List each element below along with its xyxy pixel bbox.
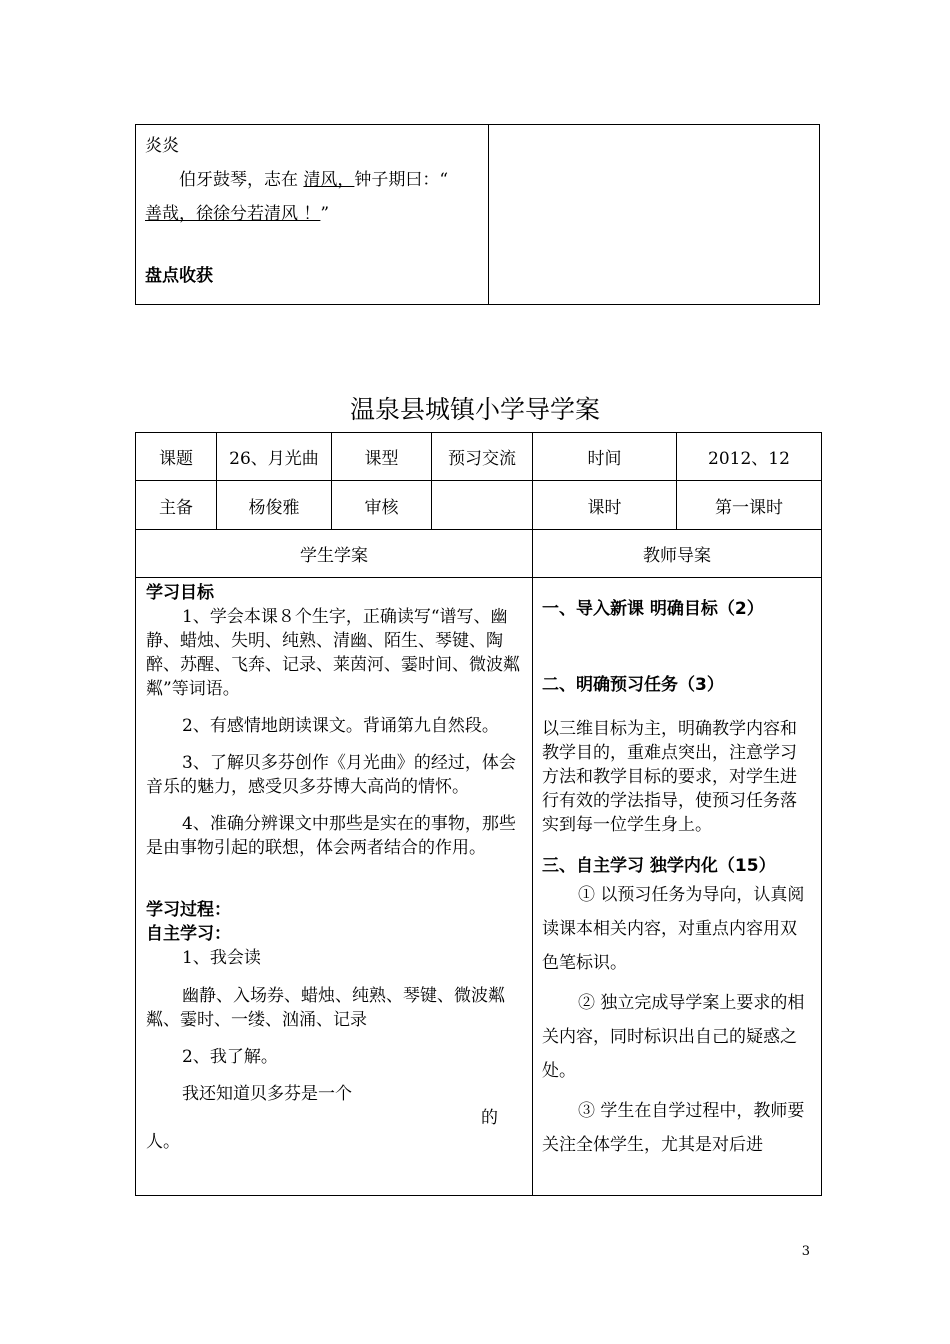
process-heading: 学习过程： — [146, 900, 231, 920]
teacher-point-2: ② 独立完成导学案上要求的相关内容，同时标识出自己的疑惑之处。 — [542, 993, 805, 1081]
student-column-header: 学生学案 — [136, 530, 533, 578]
top-box-text — [145, 129, 485, 293]
teacher-step-2: 二、明确预习任务（3） — [542, 675, 724, 695]
value-type: 预习交流 — [432, 433, 533, 481]
teacher-point-3: ③ 学生在自学过程中，教师要关注全体学生，尤其是对后进 — [542, 1101, 805, 1155]
item-read: 1、我会读 — [182, 948, 261, 968]
goals-heading: 学习目标 — [146, 583, 214, 603]
teacher-step-2-text: 以三维目标为主，明确教学内容和教学目的，重难点突出，注意学习方法和教学目标的要求，对学生进行有效的学法指导，使预习任务落实到每一位学生身上。 — [542, 719, 797, 835]
page-number: 3 — [801, 1244, 810, 1259]
header-row-1 — [136, 433, 822, 481]
top-line1: 炎炎 — [145, 136, 179, 156]
lesson-table — [135, 432, 822, 1196]
teacher-plan-cell — [533, 578, 822, 1196]
fill-end: 人。 — [146, 1132, 180, 1152]
label-topic: 课题 — [136, 433, 217, 481]
teacher-point-1: ① 以预习任务为导向，认真阅读课本相关内容，对重点内容用双色笔标识。 — [542, 885, 805, 973]
teacher-step-3: 三、自主学习 独学内化（15） — [542, 856, 776, 876]
teacher-column-header: 教师导案 — [533, 530, 822, 578]
page-title: 温泉县城镇小学导学案 — [349, 395, 600, 424]
fill-de: 的 — [481, 1108, 498, 1128]
value-time: 2012、12 — [677, 433, 822, 481]
label-preparer: 主备 — [136, 481, 217, 530]
value-topic: 26、月光曲 — [217, 433, 332, 481]
self-study-heading: 自主学习： — [146, 924, 231, 944]
column-header-row — [136, 530, 822, 578]
label-time: 时间 — [533, 433, 677, 481]
top-box-divider — [488, 125, 489, 305]
goal-4: 4、准确分辨课文中那些是实在的事物，那些是由事物引起的联想，体会两者结合的作用。 — [146, 814, 516, 858]
fill-prefix: 我还知道贝多芬是一个 — [182, 1084, 352, 1104]
top-box — [135, 124, 820, 305]
header-row-2 — [136, 481, 822, 530]
word-list: 幽静、入场券、蜡烛、纯熟、琴键、微波粼粼、霎时、一缕、汹涌、记录 — [146, 986, 505, 1030]
value-reviewer — [432, 481, 533, 530]
value-period: 第一课时 — [677, 481, 822, 530]
goal-3: 3、了解贝多芬创作《月光曲》的经过，体会音乐的魅力，感受贝多芬博大高尚的情怀。 — [146, 753, 516, 797]
goal-1: 1、学会本课８个生字，正确读写“谱写、幽静、蜡烛、失明、纯熟、清幽、陌生、琴键、陶醉、苏醒、飞奔、记录、莱茵河、霎时间、微波粼粼”等词语。 — [146, 607, 520, 699]
goal-2: 2、有感情地朗读课文。背诵第九自然段。 — [182, 716, 499, 736]
top-line3: 善哉，徐徐兮若清风 ！” — [145, 204, 330, 224]
teacher-step-1: 一、导入新课 明确目标（2） — [542, 599, 764, 619]
content-row — [136, 578, 822, 1196]
student-plan-cell — [136, 578, 533, 1196]
label-period: 课时 — [533, 481, 677, 530]
value-preparer: 杨俊雅 — [217, 481, 332, 530]
label-type: 课型 — [332, 433, 432, 481]
top-heading: 盘点收获 — [145, 266, 213, 286]
label-reviewer: 审核 — [332, 481, 432, 530]
top-line2: 伯牙鼓琴，志在 清风，钟子期曰：“ — [179, 170, 449, 190]
item-learn: 2、我了解。 — [182, 1047, 278, 1067]
